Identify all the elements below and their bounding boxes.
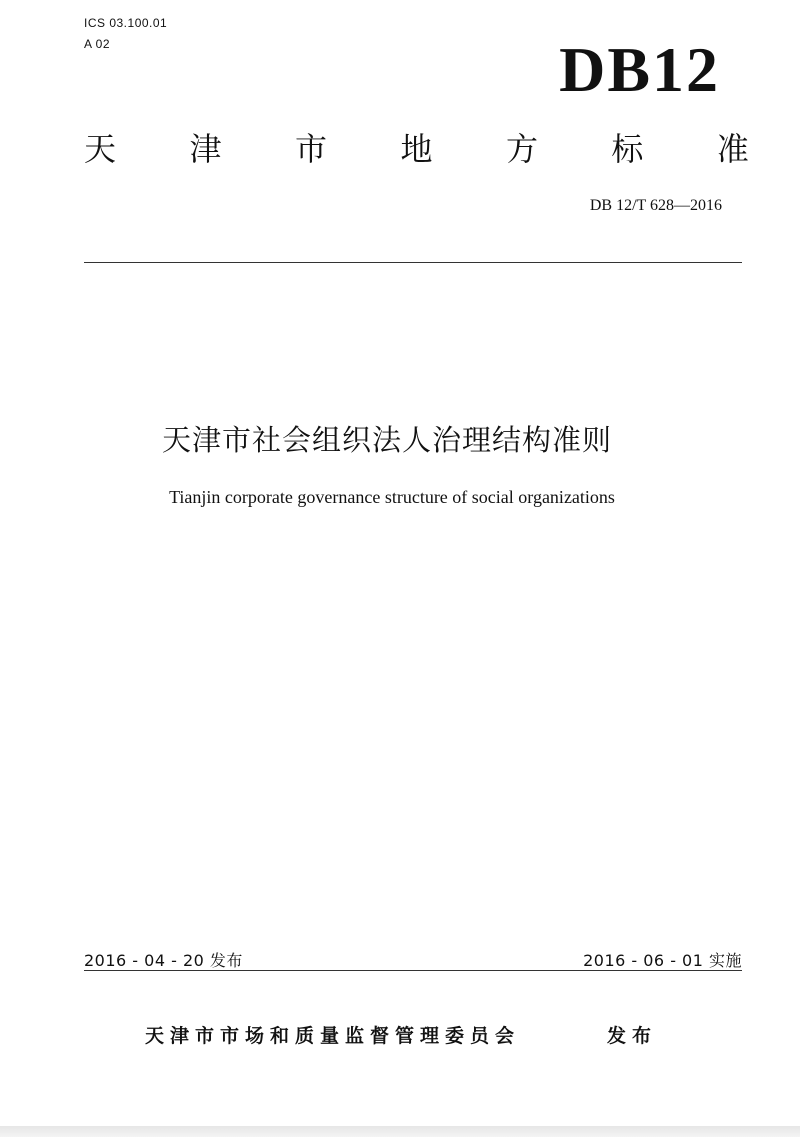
standard-type-char: 准	[716, 130, 749, 168]
issue-date: 2016 - 04 - 20 发布	[84, 951, 243, 970]
top-divider	[84, 262, 742, 263]
ccs-code: A 02	[84, 37, 111, 51]
standard-type-char: 天	[84, 130, 117, 168]
issuing-authority: 天津市市场和质量监督管理委员会	[145, 1025, 521, 1047]
standard-number: DB 12/T 628—2016	[589, 197, 722, 214]
standard-type-char: 市	[294, 130, 327, 168]
standard-type-char: 地	[400, 130, 433, 168]
issued-label: 发布	[607, 1025, 658, 1047]
standard-type-char: 津	[189, 130, 222, 168]
standard-type	[84, 130, 749, 168]
document-title-cn: 天津市社会组织法人治理结构准则	[161, 423, 612, 457]
standard-type-char: 标	[611, 130, 644, 168]
ics-code: ICS 03.100.01	[84, 16, 168, 30]
document-title-en: Tianjin corporate governance structure of social organizations	[169, 487, 615, 507]
standard-logo: DB12	[559, 34, 720, 105]
page-bottom-edge	[0, 1126, 800, 1137]
standard-type-char: 方	[505, 130, 538, 168]
bottom-divider	[84, 970, 742, 971]
implementation-date: 2016 - 06 - 01 实施	[583, 951, 742, 970]
